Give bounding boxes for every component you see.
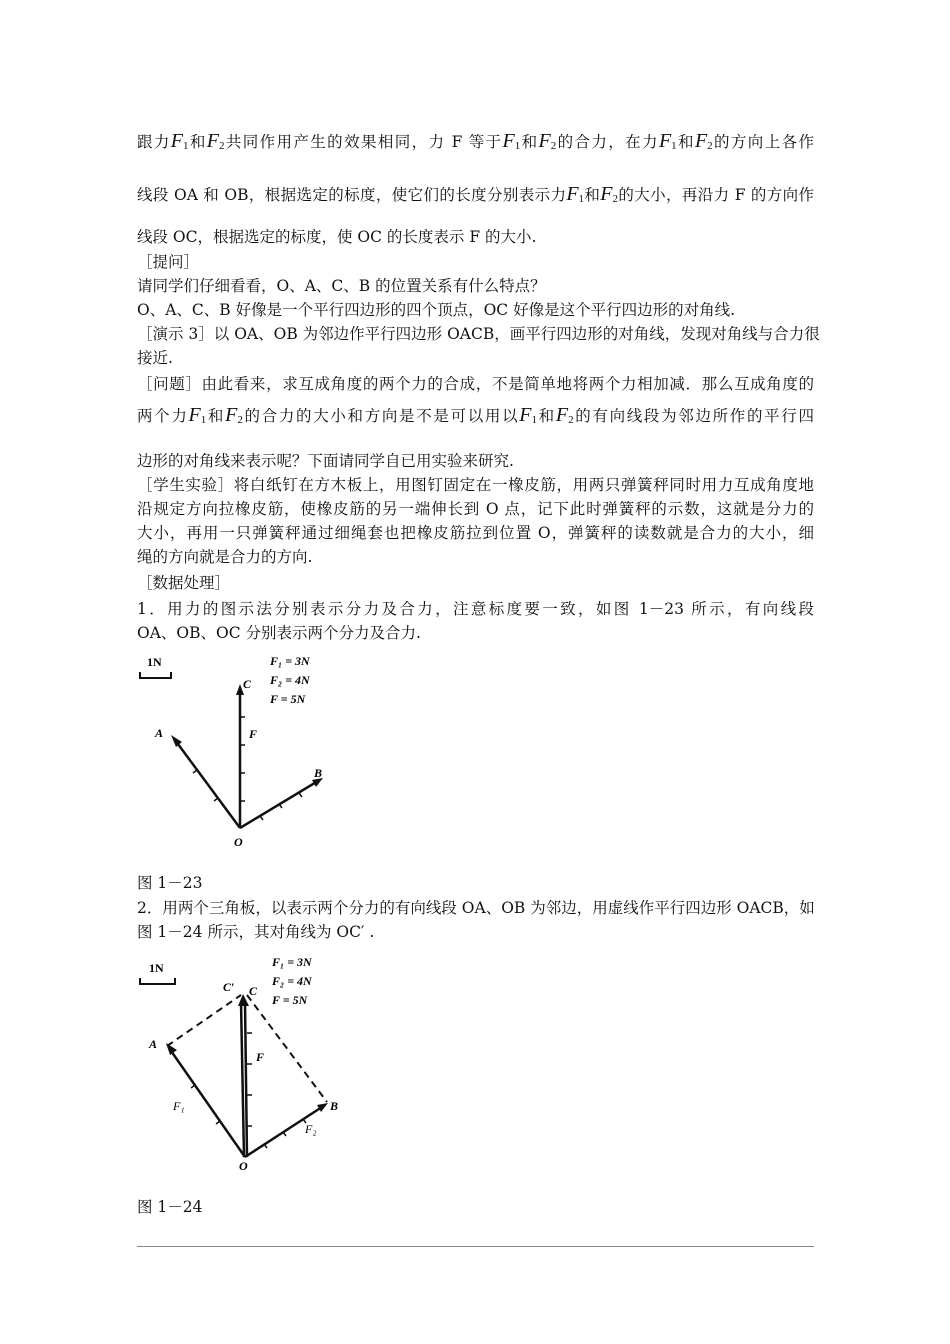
math-f1: $F_1$ [566,183,585,205]
label-force: F [249,727,258,741]
legend-f: F = 5N [272,993,308,1007]
paragraph-line: 绳的方向就是合力的方向. [137,548,313,566]
math-f2: $F_2$ [600,183,619,205]
math-f1: $F_1$ [170,130,189,152]
label-a: A [155,726,164,740]
ticks-ob [264,1119,306,1148]
section-label: ［提问］ [137,253,200,271]
label-force: F [256,1050,265,1064]
label-c-prime: C′ [223,980,235,994]
ticks-oa [191,1085,220,1124]
math-f2: $F_2$ [694,130,713,152]
label-b: B [330,1099,339,1113]
paragraph-line: 图 1－24 所示，其对角线为 OC′ . [137,923,375,941]
legend-f1: F₁ = 3N [270,654,310,668]
paragraph-line: OA、OB、OC 分别表示两个分力及合力. [137,624,421,642]
math-f1: $F_1$ [502,130,521,152]
paragraph-line: 线段 OA 和 OB，根据选定的标度，使它们的长度分别表示力$F_1$和$F_2$的大小，再沿力 F 的方向作 [137,183,814,205]
figure-1-23 [137,650,337,855]
paragraph-line: 接近. [137,349,173,367]
ticks-ob [260,793,302,820]
paragraph-line: 2．用两个三角板，以表示两个分力的有向线段 OA、OB 为邻边，用虚线作平行四边形 OACB，如 [137,899,815,917]
vector-oc [245,1002,247,1157]
vector-oa [175,740,240,828]
label-a: A [149,1037,158,1051]
paragraph-line: 1．用力的图示法分别表示分力及合力，注意标度要一致，如图 1－23 所示，有向线段 [137,600,814,618]
math-f1: $F_1$ [658,130,677,152]
paragraph-line: 跟力$F_1$和$F_2$共同作用产生的效果相同，力 F 等于$F_1$和$F_2$的合力，在力$F_1$和$F_2$的方向上各作 [137,130,814,152]
footer-divider [137,1246,814,1247]
figure-caption: 图 1－24 [137,1198,203,1216]
math-f2: $F_2$ [538,130,557,152]
scale-label: 1N [147,655,162,669]
vector-oc-prime [241,1002,244,1157]
ticks-oc [247,1033,252,1126]
math-f1: $F_1$ [519,404,537,426]
legend-f: F = 5N [270,692,306,706]
label-o: O [239,1159,248,1173]
math-f1: $F_1$ [188,404,207,426]
arrowhead-a [166,1043,177,1055]
legend-f2: F₂ = 4N [272,974,312,988]
label-o: O [234,835,243,849]
paragraph-line: ［学生实验］将白纸钉在方木板上，用图钉固定在一橡皮筋，用两只弹簧秤同时用力互成角度地 [137,476,814,494]
paragraph-line: 两个力$F_1$和$F_2$的合力的大小和方向是不是可以用以$F_1$和$F_2$的有向线段为邻边所作的平行四 [137,404,814,426]
label-b: B [314,766,323,780]
math-f2: $F_2$ [225,404,243,426]
paragraph-line: ［问题］由此看来，求互成角度的两个力的合成，不是简单地将两个力相加减．那么互成角度的 [137,375,814,393]
dashed-cb [247,995,327,1102]
paragraph-line: 线段 OC，根据选定的标度，使 OC 的长度表示 F 的大小. [137,228,537,246]
label-c: C [249,984,258,998]
paragraph-line: 沿规定方向拉橡皮筋，使橡皮筋的另一端伸长到 O 点，记下此时弹簧秤的示数，这就是分力的 [137,500,814,518]
math-f2: $F_2$ [206,130,225,152]
label-f2: F₂ [305,1122,317,1136]
scale-label: 1N [149,961,164,975]
section-label: ［数据处理］ [137,574,231,592]
label-c: C [243,677,252,691]
paragraph-line: O、A、C、B 好像是一个平行四边形的四个顶点，OC 好像是这个平行四边形的对角线. [137,301,736,319]
label-f1: F₁ [173,1099,185,1113]
paragraph-line: 边形的对角线来表示呢？下面请同学自已用实验来研究. [137,452,514,470]
figure-1-24 [137,950,352,1175]
scale-bar [140,978,175,984]
ticks-oa [193,770,218,801]
paragraph-line: ［演示 3］以 OA、OB 为邻边作平行四边形 OACB，画平行四边形的对角线，发现对角线与合力很 [137,325,820,343]
legend-f2: F₂ = 4N [270,673,310,687]
legend-f1: F₁ = 3N [272,955,312,969]
figure-caption: 图 1－23 [137,874,203,892]
paragraph-line: 大小，再用一只弹簧秤通过细绳套也把橡皮筋拉到位置 O，弹簧秤的读数就是合力的大小，细 [137,524,814,542]
math-f2: $F_2$ [555,404,574,426]
paragraph-line: 请同学们仔细看看，O、A、C、B 的位置关系有什么特点？ [137,277,546,295]
dashed-ac [167,995,241,1046]
scale-bar [140,672,171,678]
